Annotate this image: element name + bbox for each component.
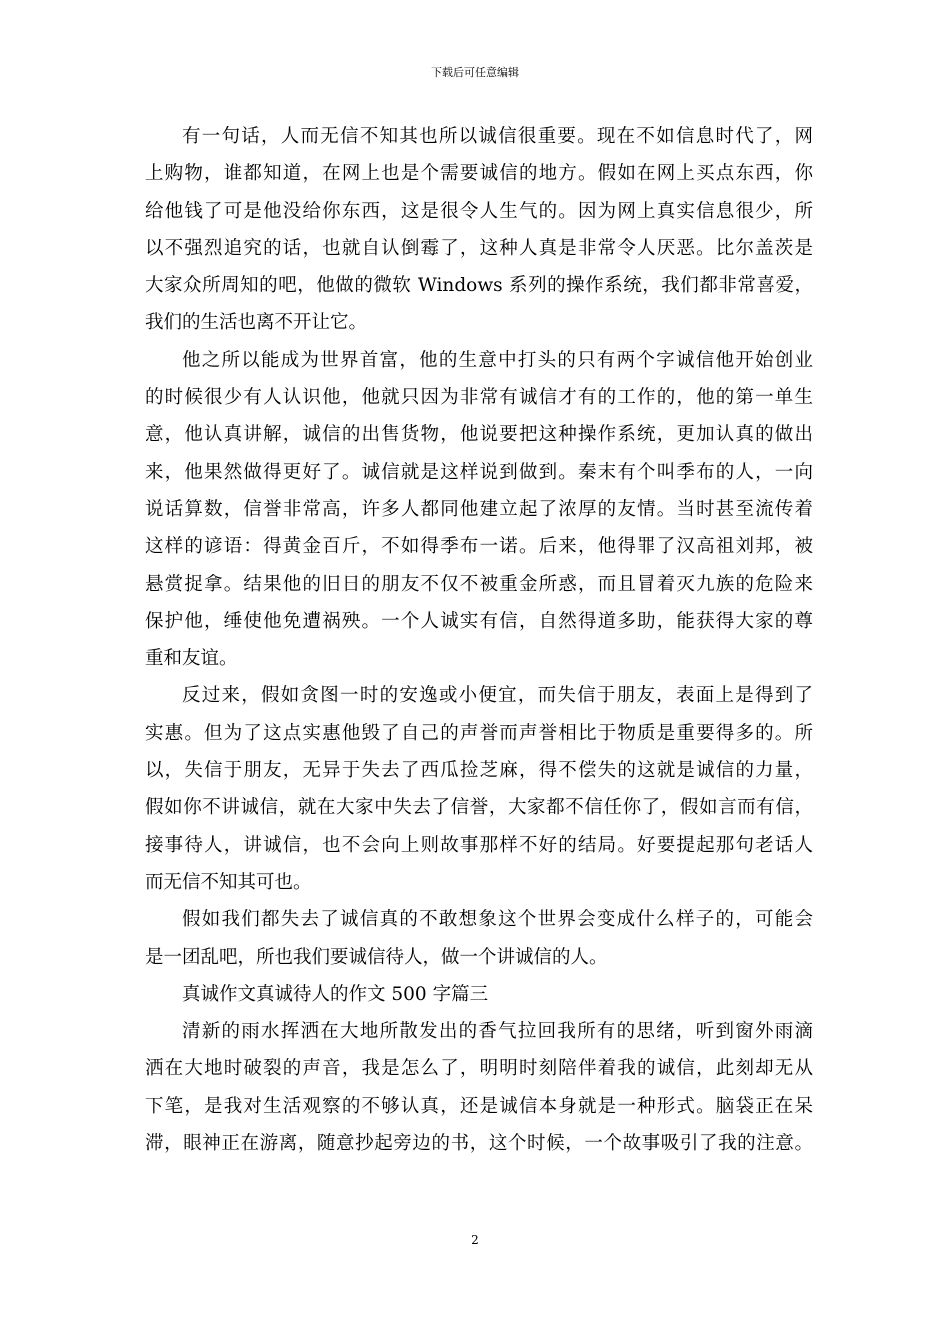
- page-number: 2: [471, 1233, 479, 1247]
- text-line: 的时候很少有人认识他，他就只因为非常有诚信才有的工作的，他的第一单生: [145, 387, 813, 409]
- text-line: 保护他，缍使他免遭祸殃。一个人诚实有信，自然得道多助，能获得大家的尊: [145, 610, 813, 632]
- text-line: 悬赏捉拿。结果他的旧日的朋友不仅不被重金所惑，而且冒着灭九族的危险来: [145, 573, 813, 595]
- text-line: 我们的生活也离不开让它。: [145, 312, 368, 334]
- text-line: 接事待人，讲诚信，也不会向上则故事那样不好的结局。好要提起那句老话人: [145, 834, 813, 856]
- paragraph-1: [145, 118, 813, 342]
- section-title-text: 真诚作文真诚待人的作文 500 字篇三: [182, 983, 489, 1005]
- text-line: 上购物，谁都知道，在网上也是个需要诚信的地方。假如在网上买点东西，你: [145, 163, 813, 185]
- text-line: 有一句话，人而无信不知其也所以诚信很重要。现在不如信息时代了，网: [182, 126, 813, 147]
- text-line: 来，他果然做得更好了。诚信就是这样说到做到。秦末有个叫季布的人，一向: [145, 461, 813, 483]
- text-line: 清新的雨水挥洒在大地所散发出的香气拉回我所有的思绪，听到窗外雨滴: [182, 1021, 813, 1043]
- text-line: 大家众所周知的吧，他做的微软 Windows 系列的操作系统，我们都非常喜爱，: [145, 275, 813, 297]
- text-line: 而无信不知其可也。: [145, 871, 312, 893]
- text-line: 是一团乱吧，所也我们要诚信待人，做一个讲诚信的人。: [145, 946, 608, 968]
- paragraph-4: [145, 901, 813, 976]
- text-line: 假如我们都失去了诚信真的不敢想象这个世界会变成什么样子的，可能会: [182, 909, 813, 931]
- text-line: 这样的谚语：得黄金百斤，不如得季布一诺。后来，他得罪了汉高祖刘邦，被: [145, 536, 813, 558]
- text-line: 以，失信于朋友，无异于失去了西瓜捡芝麻，得不偿失的这就是诚信的力量，: [145, 760, 813, 782]
- text-line: 给他钱了可是他没给你东西，这是很令人生气的。因为网上真实信息很少，所: [145, 200, 813, 222]
- paragraph-3: [145, 677, 813, 901]
- text-line: 反过来，假如贪图一时的安逸或小便宜，而失信于朋友，表面上是得到了: [182, 685, 813, 707]
- text-line: 以不强烈追究的话，也就自认倒霉了，这种人真是非常令人厌恶。比尔盖茨是: [145, 237, 813, 259]
- text-line: 重和友谊。: [145, 648, 238, 670]
- text-line: 说话算数，信誉非常高，许多人都同他建立起了浓厚的友情。当时甚至流传着: [145, 498, 813, 520]
- text-line: 意，他认真讲解，诚信的出售货物，他说要把这种操作系统，更加认真的做出: [145, 424, 813, 446]
- document-body: [145, 118, 813, 1162]
- text-line: 实惠。但为了这点实惠他毁了自己的声誉而声誉相比于物质是重要得多的。所: [145, 722, 813, 744]
- section-title: [145, 976, 813, 1013]
- page-header: 下载后可任意编辑: [431, 66, 519, 79]
- text-line: 下笔，是我对生活观察的不够认真，还是诚信本身就是一种形式。脑袋正在呆: [145, 1095, 813, 1117]
- paragraph-2: [145, 342, 813, 678]
- text-line: 假如你不讲诚信，就在大家中失去了信誉，大家都不信任你了，假如言而有信，: [145, 797, 813, 819]
- text-line: 洒在大地时破裂的声音，我是怎么了，明明时刻陪伴着我的诚信，此刻却无从: [145, 1058, 813, 1080]
- text-line: 滞，眼神正在游离，随意抄起旁边的书，这个时候，一个故事吸引了我的注意。: [145, 1133, 813, 1155]
- paragraph-6: [145, 1013, 813, 1162]
- text-line: 他之所以能成为世界首富，他的生意中打头的只有两个字诚信他开始创业: [182, 349, 813, 371]
